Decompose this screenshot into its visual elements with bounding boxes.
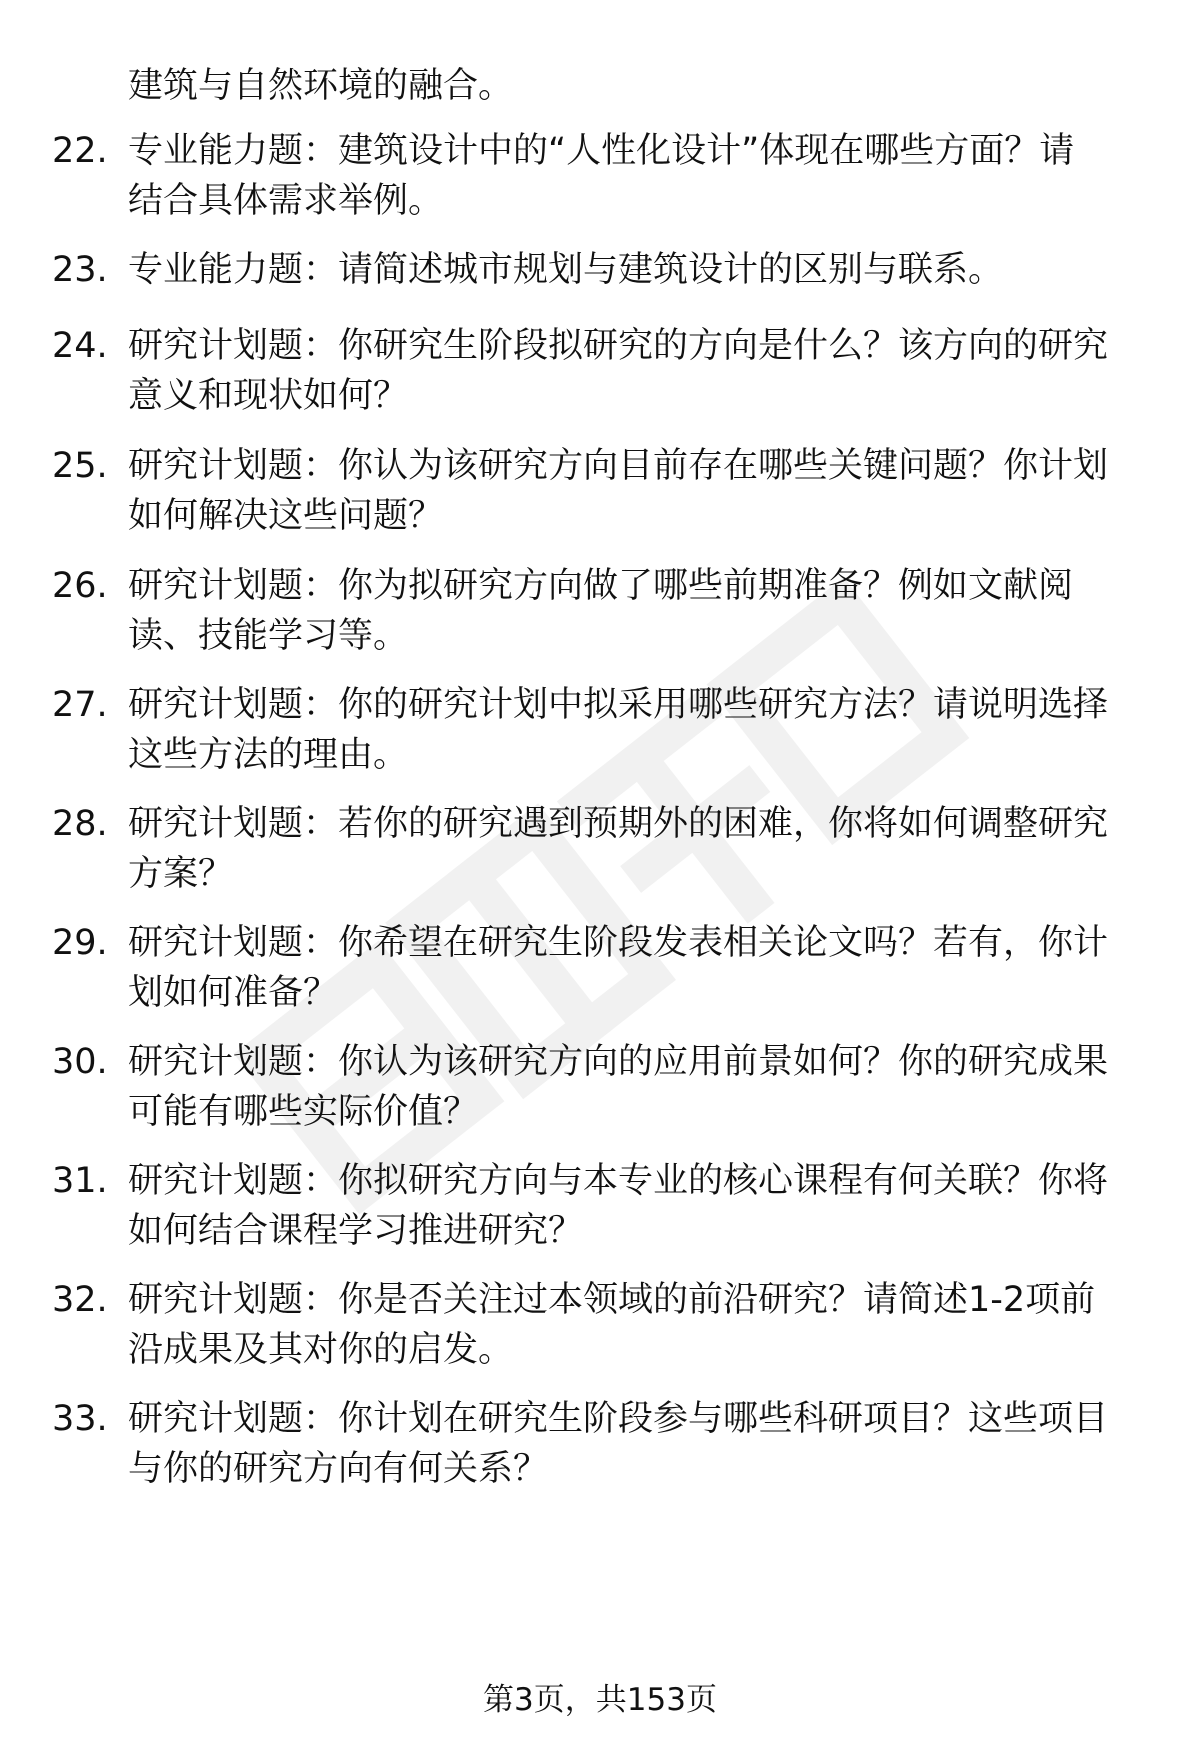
question-text-line: 研究计划题：若你的研究遇到预期外的困难，你将如何调整研究 (128, 804, 1109, 844)
question-number: 32. (52, 1280, 108, 1320)
question-text-line: 结合具体需求举例。 (128, 181, 444, 221)
question-text-line: 专业能力题：建筑设计中的“人性化设计”体现在哪些方面？请 (128, 131, 1075, 171)
question-text-line: 研究计划题：你的研究计划中拟采用哪些研究方法？请说明选择 (128, 685, 1109, 725)
question-number: 22. (52, 131, 108, 171)
question-text (128, 918, 1148, 1018)
question-text-line: 方案？ (128, 854, 234, 894)
question-text-line: 研究计划题：你希望在研究生阶段发表相关论文吗？若有，你计 (128, 923, 1109, 963)
question-text-line: 与你的研究方向有何关系？ (128, 1449, 549, 1489)
question-text (128, 245, 1148, 295)
question-text (128, 680, 1148, 780)
question-text-line: 这些方法的理由。 (128, 735, 409, 775)
question-number: 28. (52, 804, 108, 844)
question-number: 25. (52, 446, 108, 486)
question-text-line: 研究计划题：你是否关注过本领域的前沿研究？请简述1-2项前 (128, 1280, 1096, 1320)
question-text-line: 划如何准备？ (128, 973, 339, 1013)
question-text-line: 研究计划题：你为拟研究方向做了哪些前期准备？例如文献阅 (128, 566, 1074, 606)
question-text-line: 沿成果及其对你的启发。 (128, 1330, 514, 1370)
question-number: 31. (52, 1161, 108, 1201)
question-text-line: 可能有哪些实际价值？ (128, 1092, 479, 1132)
question-text (128, 126, 1148, 226)
question-number: 33. (52, 1399, 108, 1439)
continuation-text: 建筑与自然环境的融合。 (128, 66, 514, 106)
question-text-line: 研究计划题：你计划在研究生阶段参与哪些科研项目？这些项目 (128, 1399, 1109, 1439)
question-text (128, 799, 1148, 899)
question-text-line: 研究计划题：你认为该研究方向目前存在哪些关键问题？你计划 (128, 446, 1109, 486)
question-text (128, 441, 1148, 541)
question-text-line: 意义和现状如何？ (128, 376, 409, 416)
question-text (128, 1275, 1148, 1375)
question-number: 27. (52, 685, 108, 725)
question-number: 30. (52, 1042, 108, 1082)
question-number: 29. (52, 923, 108, 963)
question-text-line: 如何解决这些问题？ (128, 496, 444, 536)
page-footer: 第3页，共153页 (483, 1682, 717, 1718)
question-text-line: 研究计划题：你研究生阶段拟研究的方向是什么？该方向的研究 (128, 326, 1109, 366)
question-number: 23. (52, 250, 108, 290)
question-text (128, 1156, 1148, 1256)
question-text (128, 1394, 1148, 1494)
question-text (128, 321, 1148, 421)
question-text-line: 如何结合课程学习推进研究？ (128, 1211, 584, 1251)
question-text-line: 研究计划题：你拟研究方向与本专业的核心课程有何关联？你将 (128, 1161, 1109, 1201)
question-text-line: 读、技能学习等。 (128, 616, 409, 656)
question-text (128, 1037, 1148, 1137)
question-text (128, 561, 1148, 661)
question-text-line: 研究计划题：你认为该研究方向的应用前景如何？你的研究成果 (128, 1042, 1109, 1082)
question-text-line: 专业能力题：请简述城市规划与建筑设计的区别与联系。 (128, 250, 1004, 290)
question-number: 24. (52, 326, 108, 366)
question-number: 26. (52, 566, 108, 606)
